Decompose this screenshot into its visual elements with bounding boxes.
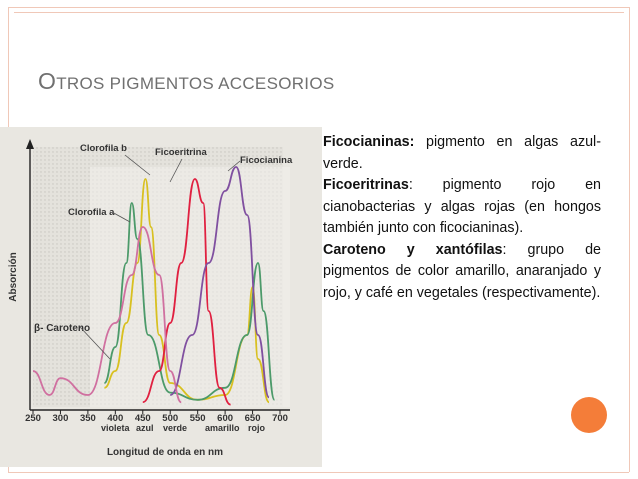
desc-ficocianinas: pigmento en algas azul-verde. xyxy=(323,134,601,172)
x-tick-label-5: 500 xyxy=(162,413,179,424)
x-tick-label-1: 300 xyxy=(52,413,69,424)
slide-border-right xyxy=(629,7,630,472)
term-caroteno: Caroteno y xantófilas xyxy=(323,241,503,258)
x-tick-label-2: 350 xyxy=(79,413,96,424)
paragraph-ficocianinas xyxy=(323,132,601,175)
slide-title-initial: O xyxy=(38,68,57,94)
x-tick-label-6: 550 xyxy=(189,413,206,424)
color-name-rojo: rojo xyxy=(248,423,265,433)
slide-border-top xyxy=(8,7,629,8)
x-tick-label-3: 400 xyxy=(107,413,124,424)
label-clorofila-b: Clorofila b xyxy=(80,143,127,154)
color-name-verde: verde xyxy=(163,423,188,433)
term-ficocianinas: Ficocianinas: xyxy=(323,134,415,150)
x-tick-label-8: 650 xyxy=(244,413,261,424)
label-ficocianina: Ficocianina xyxy=(240,155,293,166)
slide-title xyxy=(38,68,335,95)
pigment-description xyxy=(323,132,601,304)
x-tick-label-9: 700 xyxy=(272,413,288,424)
paragraph-ficoeritrinas xyxy=(323,175,601,240)
desc-ficoeritrinas: : pigmento rojo en cianobacterias y algas rojas (en hongos también junto con ficocianinas). xyxy=(323,177,601,236)
label-ficoeritrina: Ficoeritrina xyxy=(155,147,207,158)
paragraph-caroteno xyxy=(323,240,601,305)
y-axis-label: Absorción xyxy=(8,252,19,302)
absorption-spectrum-figure xyxy=(0,127,322,467)
label-beta-caroteno: β- Caroteno xyxy=(34,323,91,334)
color-name-violeta: violeta xyxy=(101,423,130,433)
x-axis-label: Longitud de onda en nm xyxy=(106,447,224,458)
color-name-azul: azul xyxy=(136,423,154,433)
accent-circle xyxy=(571,397,607,433)
x-tick-label-4: 450 xyxy=(134,413,151,424)
slide-border-bottom xyxy=(8,472,629,473)
color-name-amarillo: amarillo xyxy=(205,423,240,433)
slide-border-inner-top xyxy=(14,12,624,13)
x-tick-label-0: 250 xyxy=(25,413,41,424)
desc-caroteno: : grupo de pigmentos de color amarillo, anaranjado y rojo, y café en vegetales (respectivamente). xyxy=(323,241,601,301)
x-tick-label-7: 600 xyxy=(217,413,234,424)
spectrum-chart xyxy=(0,127,322,467)
label-clorofila-a: Clorofila a xyxy=(68,207,115,218)
slide-title-rest: TROS PIGMENTOS ACCESORIOS xyxy=(56,74,335,93)
term-ficoeritrinas: Ficoeritrinas xyxy=(323,177,409,193)
